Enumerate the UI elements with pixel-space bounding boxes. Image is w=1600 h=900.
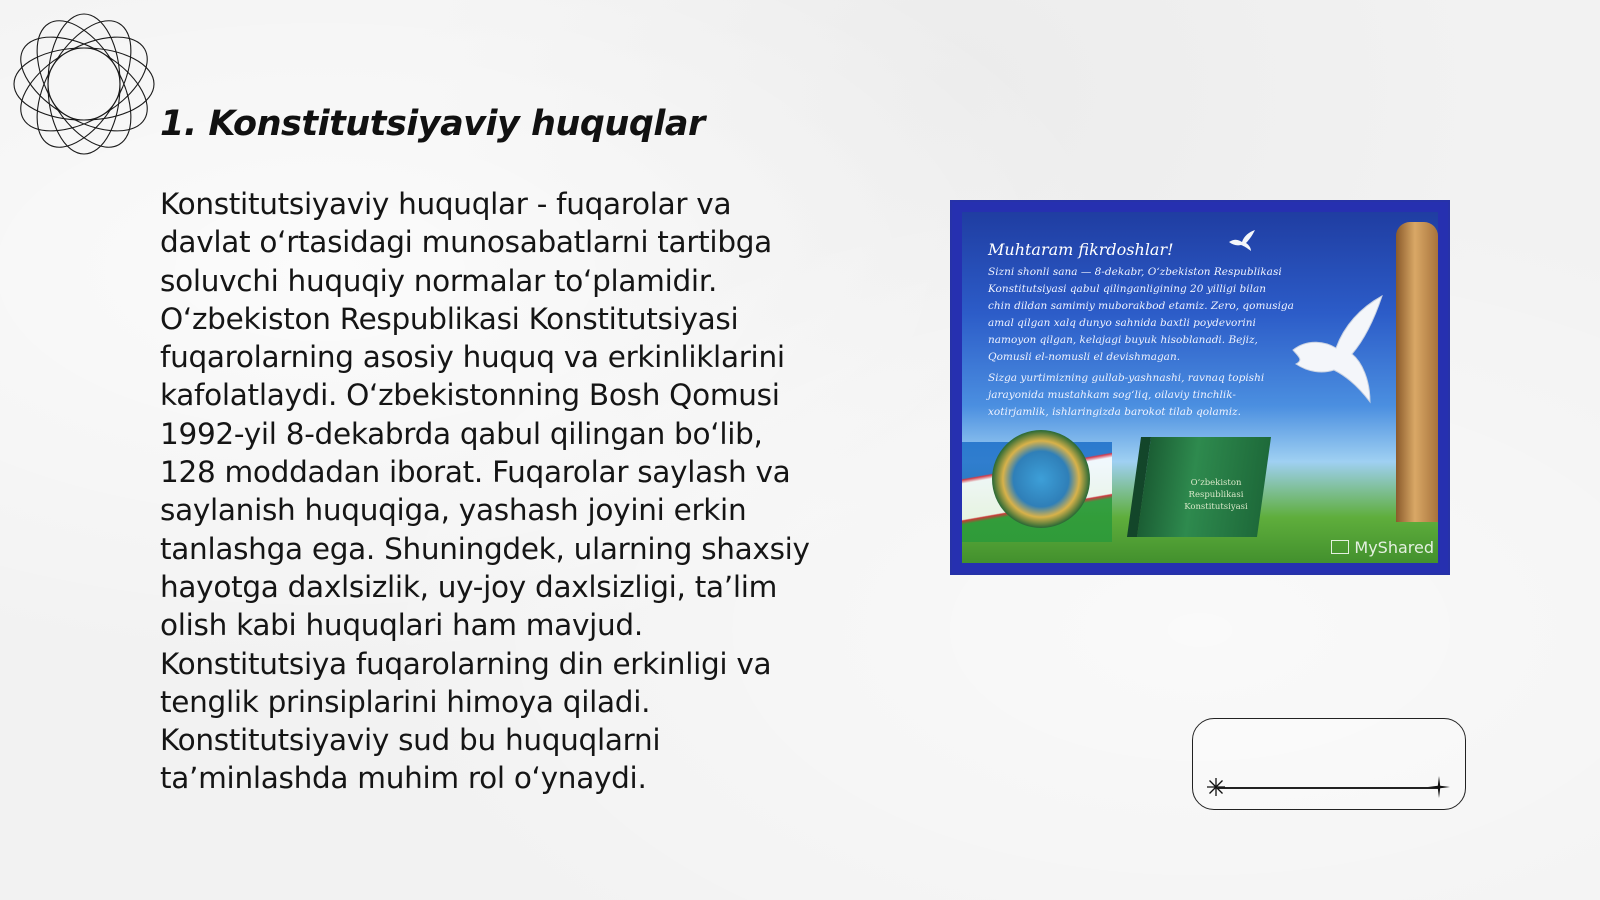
- image-text-line: namoyon qilgan, kelajagi buyuk hisoblanadi. Bejiz,: [988, 334, 1258, 346]
- body-paragraph: [160, 185, 840, 798]
- paragraph-line: Konstitutsiyaviy sud bu huquqlarni: [160, 723, 661, 758]
- paragraph-line: 128 moddadan iborat. Fuqarolar saylash va: [160, 455, 791, 490]
- presentation-icon: [1331, 540, 1349, 554]
- geometric-circles-icon: [10, 10, 158, 158]
- paragraph-line: olish kabi huquqlari ham mavjud.: [160, 608, 643, 643]
- paragraph-line: Konstitutsiyaviy huquqlar - fuqarolar va: [160, 187, 732, 221]
- paragraph-line: Konstitutsiya fuqarolarning din erkinligi va: [160, 646, 772, 681]
- four-point-star-icon: [1428, 776, 1450, 798]
- paragraph-line: 1992-yil 8-dekabrda qabul qilingan boʻlib,: [160, 416, 763, 451]
- image-text-line: Konstitutsiyasi qabul qilinganligining 20 yilligi bilan: [988, 283, 1266, 295]
- image-text-line: Sizni shonli sana — 8-dekabr, Oʻzbekiston Respublikasi: [988, 266, 1282, 278]
- paragraph-line: kafolatlaydi. Oʻzbekistonning Bosh Qomusi: [160, 378, 780, 413]
- image-text-line: Sizga yurtimizning gullab-yashnashi, ravnaq topishi: [988, 372, 1265, 384]
- watermark-text: MyShared: [1354, 538, 1434, 557]
- paragraph-line: hayotga daxlsizlik, uy-joy daxlsizligi, taʼlim: [160, 569, 778, 604]
- divider-line: [1218, 787, 1440, 789]
- decorative-card: [1192, 718, 1466, 810]
- paragraph-line: Oʻzbekiston Respublikasi Konstitutsiyasi: [160, 301, 739, 336]
- image-text-line: jarayonida mustahkam sogʻliq, oilaviy tinchlik-: [988, 389, 1236, 401]
- paragraph-line: taʼminlashda muhim rol oʻynaydi.: [160, 761, 647, 796]
- paragraph-line: soluvchi huquqiy normalar toʻplamidir.: [160, 263, 718, 298]
- sparkle-icon: [1206, 777, 1226, 797]
- paragraph-line: tenglik prinsiplarini himoya qiladi.: [160, 684, 651, 719]
- paragraph-line: fuqarolarning asosiy huquq va erkinliklarini: [160, 340, 785, 375]
- watermark: [1331, 538, 1434, 557]
- constitution-day-image: [950, 200, 1450, 575]
- image-text-line: chin dildan samimiy muborakbod etamiz. Zero, qomusiga: [988, 300, 1294, 312]
- image-text-line: Qomusli el-nomusli el devishmagan.: [988, 351, 1181, 363]
- paragraph-line: tanlashga ega. Shuningdek, ularning shaxsiy: [160, 531, 810, 566]
- image-text-line: xotirjamlik, ishlaringizda barokot tilab qolamiz.: [988, 406, 1241, 418]
- slide-title: 1. Konstitutsiyaviy huquqlar: [160, 104, 705, 144]
- paragraph-line: saylanish huquqiga, yashash joyini erkin: [160, 493, 747, 528]
- image-text-line: amal qilgan xalq dunyo sahnida baxtli poydevorini: [988, 317, 1256, 329]
- image-heading: Muhtaram fikrdoshlar!: [988, 240, 1174, 259]
- book-cover-text: Oʻzbekiston Respublikasi Konstitutsiyasi: [1184, 478, 1248, 512]
- paragraph-line: davlat oʻrtasidagi munosabatlarni tartibga: [160, 225, 772, 260]
